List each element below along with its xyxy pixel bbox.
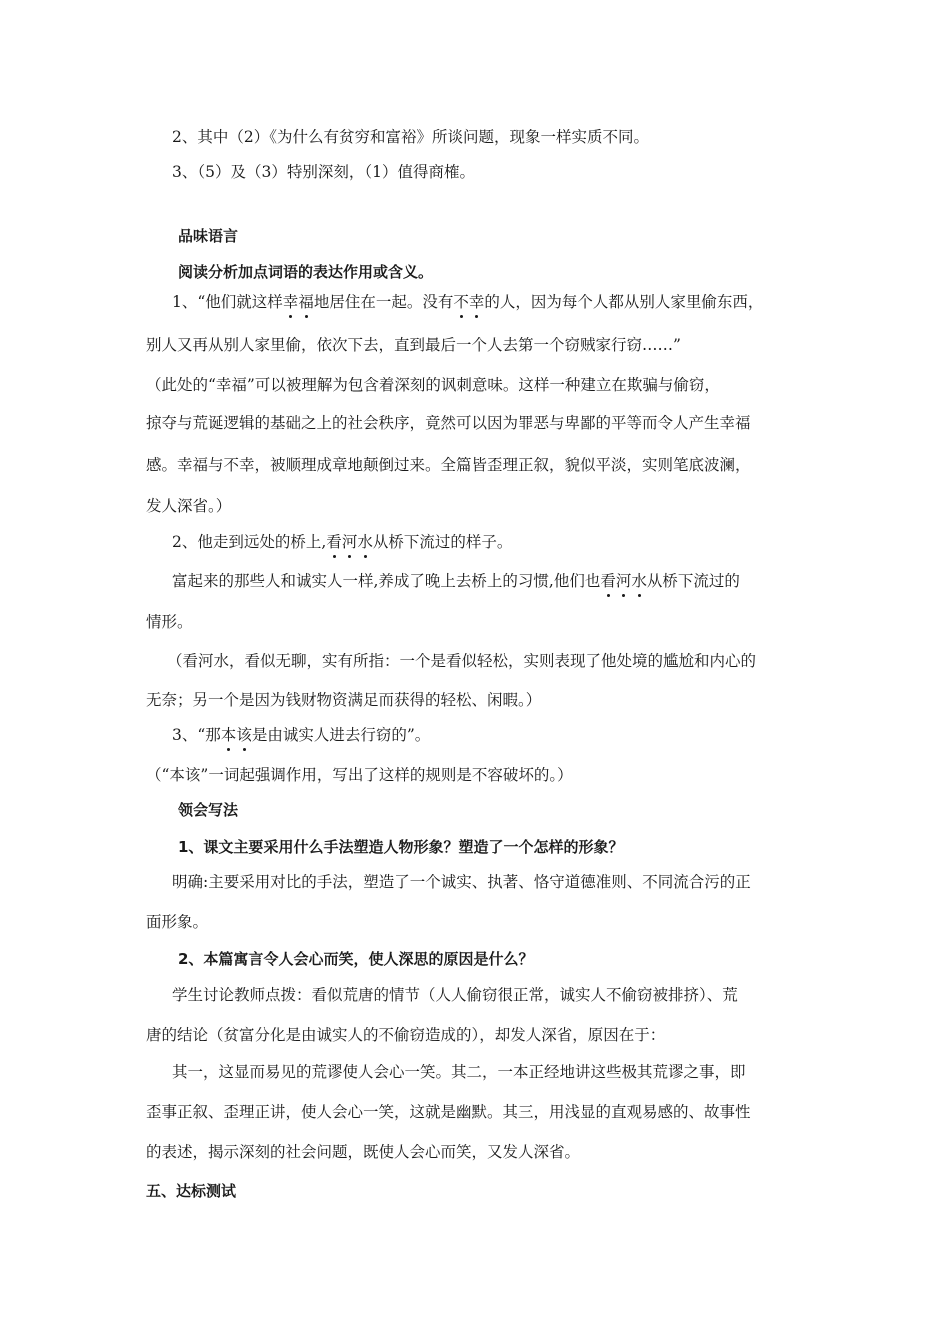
question-3-line	[172, 725, 430, 745]
emphasis-char: 河	[341, 533, 358, 551]
emphasis-char: 看	[326, 533, 342, 551]
text-run: 的人，因为每个人都从别人家里偷东西，	[484, 293, 764, 311]
emphasis-char: 水	[357, 533, 373, 551]
answer-4-line: 面形象。	[146, 913, 209, 931]
answer-1-line: （此处的“幸福”可以被理解为包含着深刻的讽刺意味。这样一种建立在欺骗与偷窃，	[146, 376, 720, 394]
question-1-line-2: 别人又再从别人家里偷，依次下去，直到最后一个人去第一个窃贼家行窃……”	[146, 336, 681, 354]
section-heading-pinwei: 品味语言	[178, 227, 239, 245]
question-2-line	[172, 532, 512, 552]
answer-1-line: 感。幸福与不幸，被顺理成章地颠倒过来。全篇皆歪理正叙，貌似平淡，实则笔底波澜，	[146, 456, 751, 474]
emphasis-char: 河	[615, 572, 632, 590]
question-heading-2: 2、本篇寓言令人会心而笑，使人深思的原因是什么？	[178, 950, 534, 968]
answer-2-line: （看河水，看似无聊，实有所指：一个是看似轻松，实则表现了他处境的尴尬和内心的	[167, 652, 757, 670]
text-run: 从桥下流过的样子。	[372, 533, 513, 551]
emphasis-char: 福	[298, 293, 314, 311]
text-run: 从桥下流过的	[646, 572, 740, 590]
answer-1-line: 发人深省。）	[146, 497, 232, 515]
answer-5-line: 唐的结论（贫富分化是由诚实人的不偷窃造成的），却发人深省，原因在于：	[146, 1026, 666, 1044]
emphasis-char: 幸	[282, 293, 299, 311]
section-heading-linghui: 领会写法	[178, 801, 239, 819]
text-run: 1、“他们就这样	[172, 293, 283, 311]
answer-2-line: 无奈；另一个是因为钱财物资满足而获得的轻松、闲暇。）	[146, 691, 542, 709]
answer-1-line: 掠夺与荒诞逻辑的基础之上的社会秩序，竟然可以因为罪恶与卑鄙的平等而令人产生幸福	[146, 414, 751, 432]
question-2b-line-1	[172, 571, 740, 591]
answer-4-line: 明确:主要采用对比的手法，塑造了一个诚实、执著、恪守道德准则、不同流合污的正	[172, 873, 751, 891]
question-1-line-1	[172, 292, 763, 312]
emphasis-char: 该	[236, 726, 252, 744]
subheading-yuedu: 阅读分析加点词语的表达作用或含义。	[178, 263, 434, 281]
text-run: 3、“那	[172, 726, 221, 744]
text-run: 地居住在一起。没有	[313, 293, 454, 311]
section-heading-five: 五、达标测试	[146, 1182, 237, 1200]
question-2b-line-2: 情形。	[146, 613, 193, 631]
text-line: 2、其中（2）《为什么有贫穷和富裕》所谈问题，现象一样实质不同。	[172, 128, 649, 146]
emphasis-char: 水	[631, 572, 647, 590]
emphasis-char: 看	[600, 572, 616, 590]
emphasis-char: 幸	[468, 293, 485, 311]
text-run: 是由诚实人进去行窃的”。	[251, 726, 431, 744]
question-heading-1: 1、课文主要采用什么手法塑造人物形象？塑造了一个怎样的形象？	[178, 838, 624, 856]
answer-6-line: 其一，这显而易见的荒谬使人会心一笑。其二，一本正经地讲这些极其荒谬之事，即	[172, 1063, 746, 1081]
emphasis-char: 不	[453, 293, 469, 311]
answer-6-line: 的表述，揭示深刻的社会问题，既使人会心而笑，又发人深省。	[146, 1143, 581, 1161]
text-run: 富起来的那些人和诚实人一样,养成了晚上去桥上的习惯,他们也	[172, 572, 601, 590]
text-line: 3、（5）及（3）特别深刻，（1）值得商榷。	[172, 163, 475, 181]
answer-3-line: （“本该”一词起强调作用，写出了这样的规则是不容破坏的。）	[146, 766, 573, 784]
text-run: 2、他走到远处的桥上,	[172, 533, 327, 551]
answer-5-line: 学生讨论教师点拨：看似荒唐的情节（人人偷窃很正常，诚实人不偷窃被排挤）、荒	[172, 986, 738, 1004]
answer-6-line: 歪事正叙、歪理正讲，使人会心一笑，这就是幽默。其三，用浅显的直观易感的、故事性	[146, 1103, 751, 1121]
emphasis-char: 本	[220, 726, 237, 744]
